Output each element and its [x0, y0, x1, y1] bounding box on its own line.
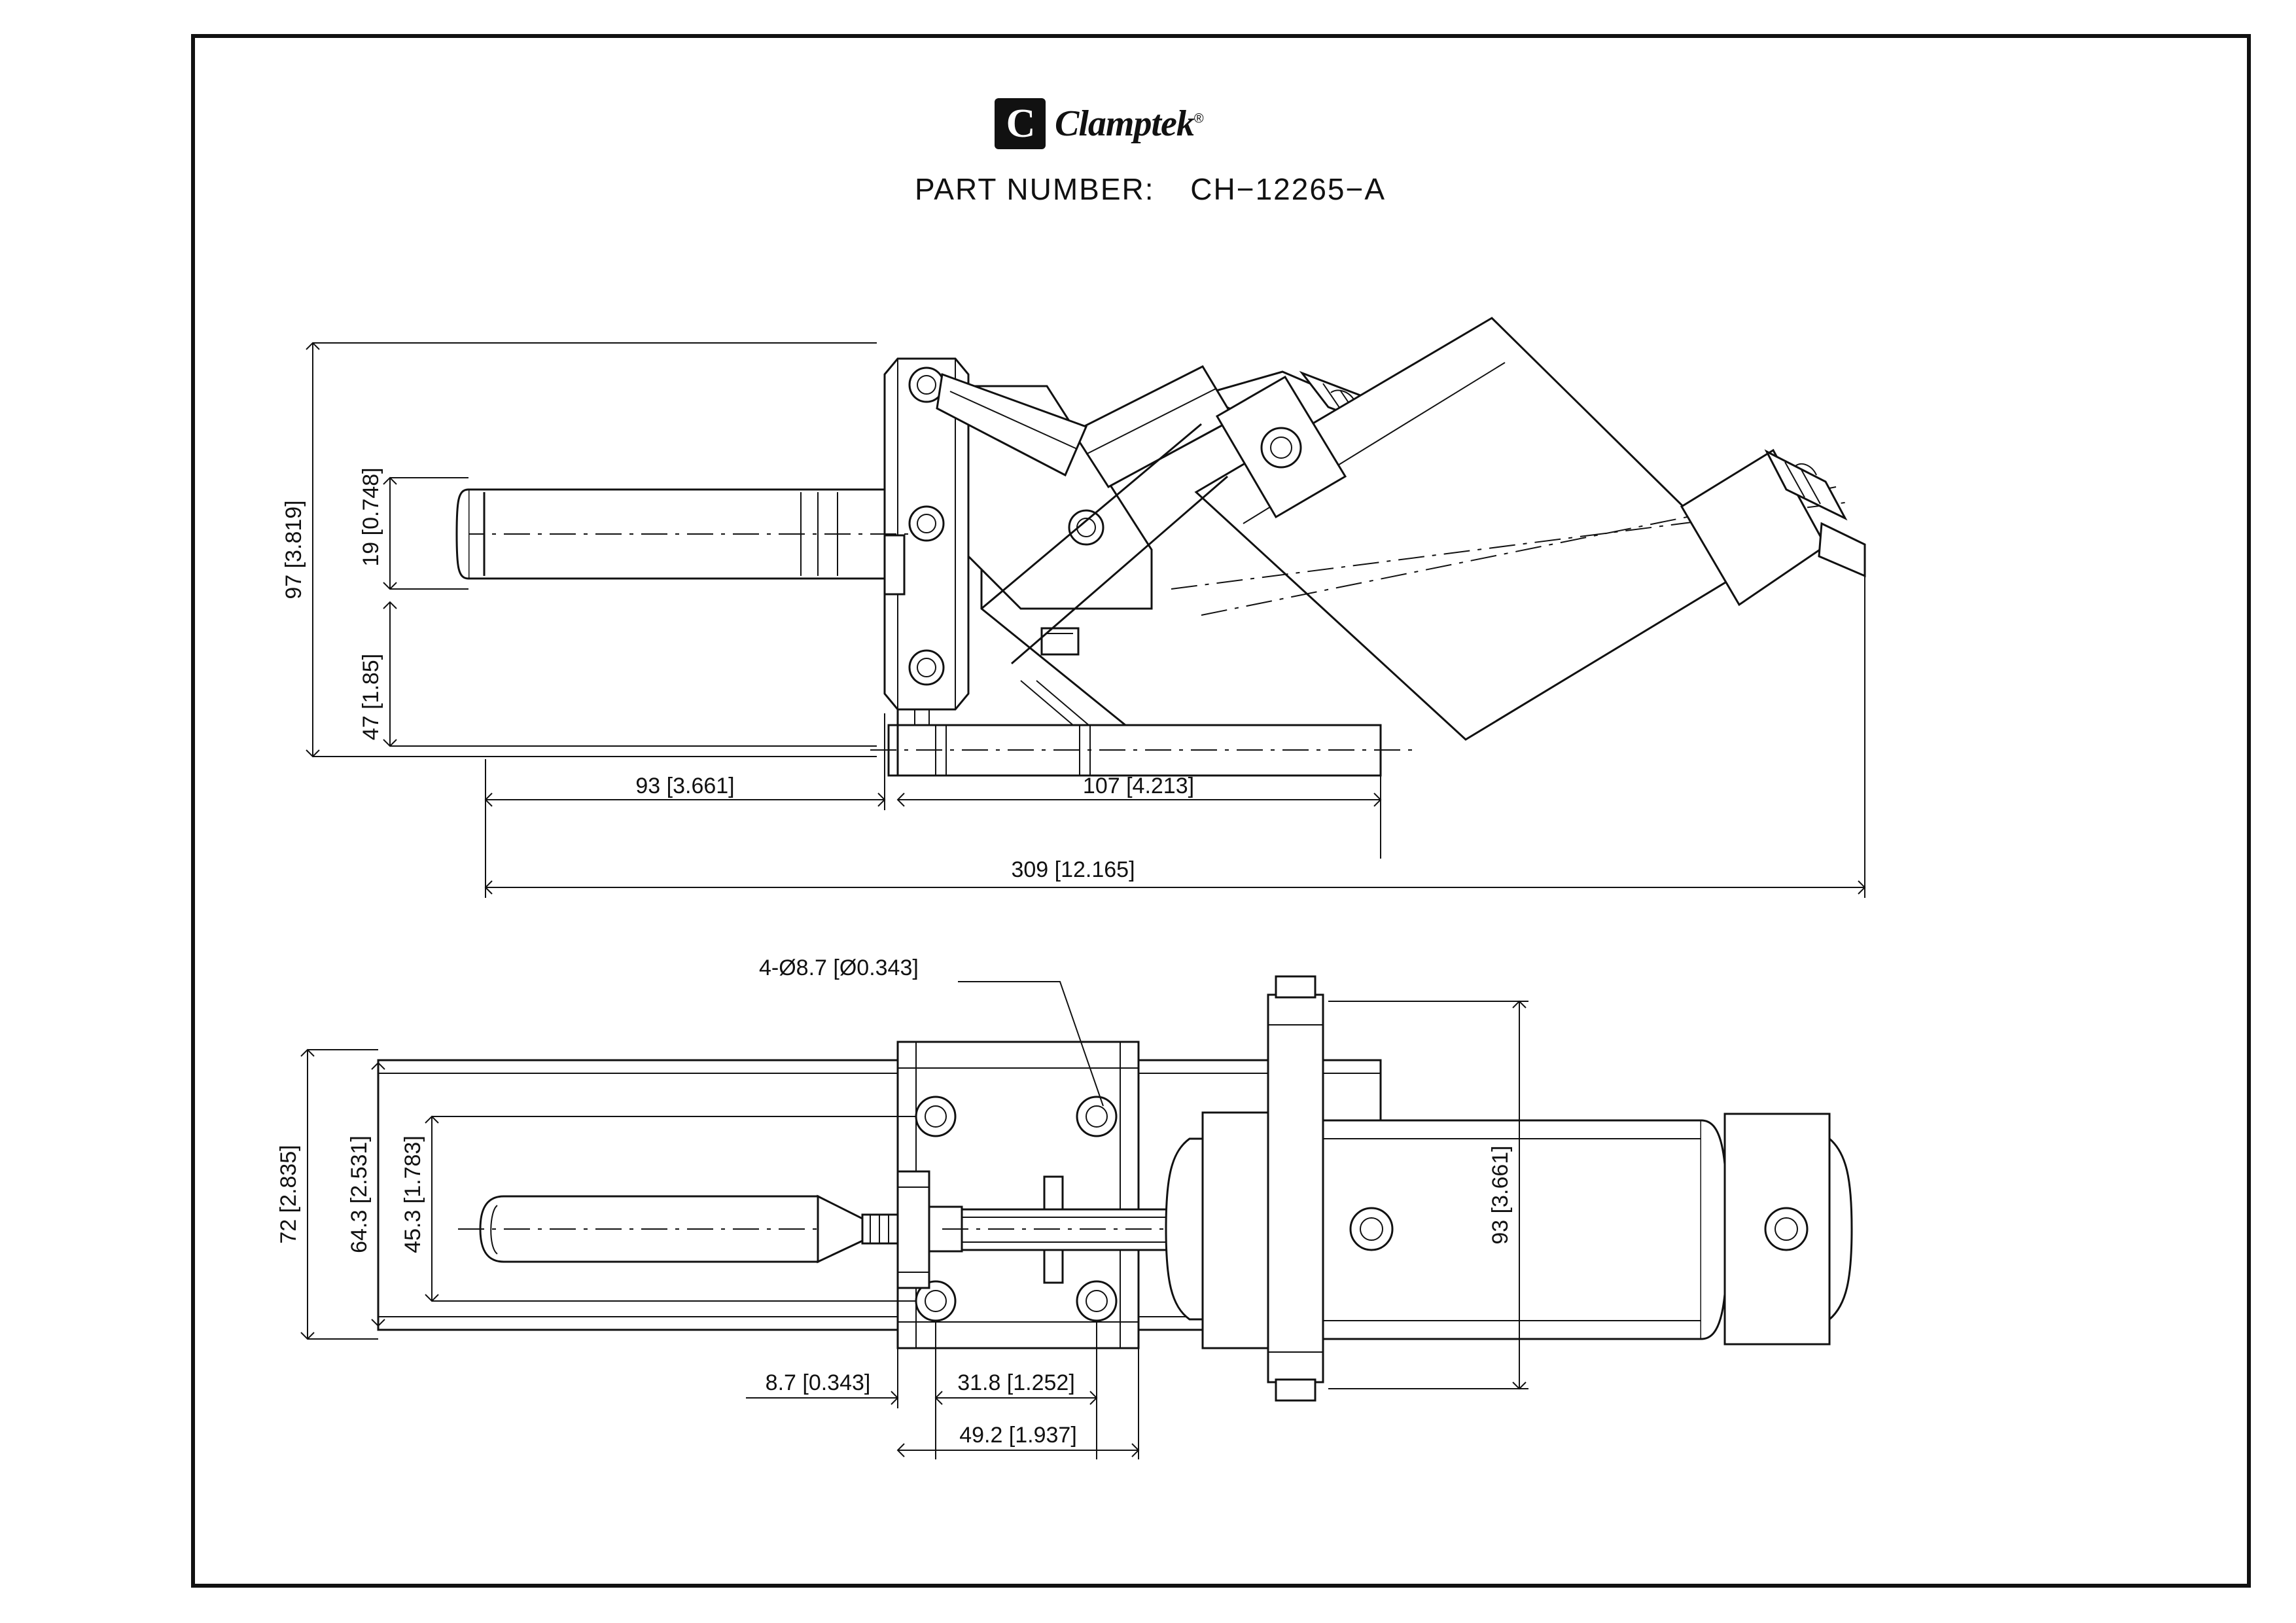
- logo-mark-icon: C: [995, 98, 1046, 149]
- dim-height-97: 97 [3.819]: [281, 500, 306, 599]
- dim-offset-8-7: 8.7 [0.343]: [765, 1370, 871, 1395]
- dim-height-19: 19 [0.748]: [359, 467, 383, 567]
- dim-width-72: 72 [2.835]: [276, 1145, 301, 1244]
- part-number-label: PART NUMBER:: [915, 172, 1155, 206]
- dim-width-45-3: 45.3 [1.783]: [400, 1135, 425, 1253]
- dim-width-93-plan: 93 [3.661]: [1488, 1145, 1513, 1245]
- dim-length-309: 309 [12.165]: [1011, 857, 1135, 882]
- logo-wordmark-text: Clamptek: [1055, 103, 1194, 144]
- part-number-value: CH−12265−A: [1190, 172, 1386, 206]
- dim-holes-4x: 4-Ø8.7 [Ø0.343]: [759, 955, 919, 980]
- plan-view-geometry: [378, 976, 1852, 1400]
- dim-width-64-3: 64.3 [2.531]: [347, 1135, 372, 1253]
- dim-width-49-2: 49.2 [1.937]: [959, 1423, 1077, 1448]
- dim-length-93: 93 [3.661]: [635, 774, 735, 798]
- registered-trademark-icon: ®: [1193, 111, 1203, 126]
- side-view-geometry: [457, 318, 1865, 776]
- dim-pitch-31-8: 31.8 [1.252]: [957, 1370, 1075, 1395]
- dim-length-107: 107 [4.213]: [1082, 774, 1195, 798]
- dim-height-47: 47 [1.85]: [359, 653, 383, 741]
